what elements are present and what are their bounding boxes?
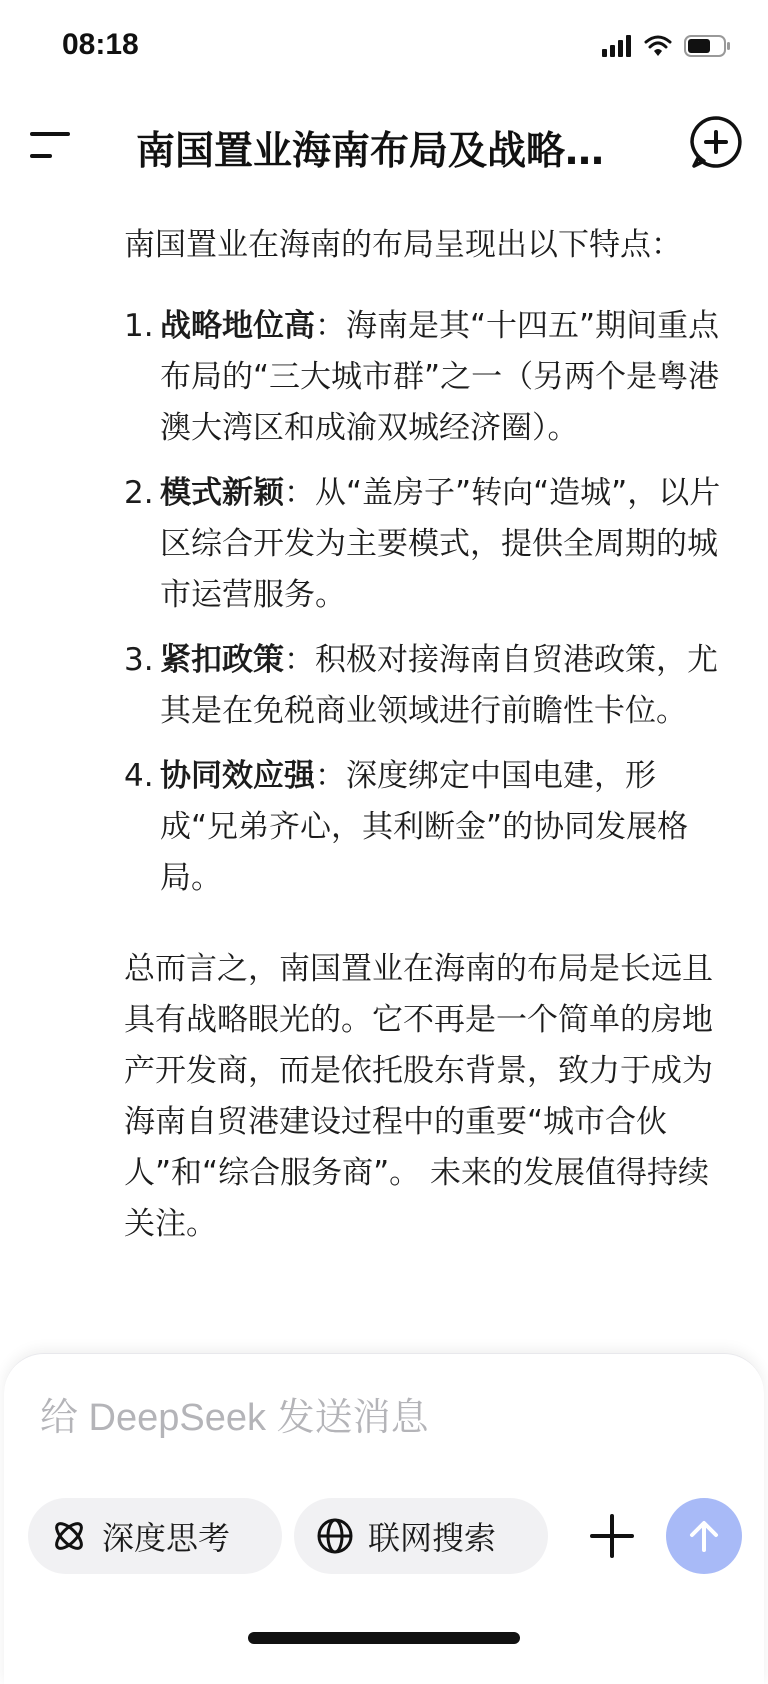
atom-icon [50,1517,88,1555]
list-number: 2. [124,475,154,511]
header [0,100,768,190]
status-icons [602,34,732,58]
globe-icon [316,1517,354,1555]
wifi-icon [644,35,672,57]
attach-button[interactable] [586,1510,638,1562]
signal-icon [602,35,632,57]
list-term: 战略地位高 [160,308,315,344]
feature-list [124,301,734,904]
menu-icon [26,122,76,168]
list-item [124,468,734,621]
list-item [124,635,734,737]
arrow-up-icon [684,1516,724,1556]
message-summary: 总而言之，南国置业在海南的布局是长远且具有战略眼光的。它不再是一个简单的房地产开发商，而是依托股东背景，致力于成为海南自贸港建设过程中的重要“城市合伙人”和“综合服务商”。 未来的发展值得持续关注。 [124,951,713,1242]
list-text: ：积极对接海南自贸港政策，尤其是在免税商业领域进行前瞻性卡位。 [160,642,718,729]
list-term: 紧扣政策 [160,642,284,678]
web-search-label: 联网搜索 [368,1519,497,1557]
assistant-message [124,220,734,1281]
new-chat-icon [688,114,744,170]
home-indicator [248,1632,520,1644]
plus-icon [586,1510,638,1562]
list-number: 3. [124,642,154,678]
status-bar [0,0,768,96]
message-input[interactable]: 给 DeepSeek 发送消息 [40,1397,429,1439]
web-search-button[interactable] [294,1498,548,1574]
list-text: ：海南是其“十四五”期间重点布局的“三大城市群”之一（另两个是粤港澳大湾区和成渝双城经济圈）。 [160,308,720,446]
list-term: 协同效应强 [160,758,315,794]
deep-think-label: 深度思考 [102,1519,231,1557]
list-term: 模式新颖 [160,475,284,511]
new-chat-button[interactable] [688,114,744,170]
message-intro: 南国置业在海南的布局呈现出以下特点： [124,227,682,263]
list-text: ：从“盖房子”转向“造城”，以片区综合开发为主要模式，提供全周期的城市运营服务。 [160,475,721,613]
list-number: 1. [124,308,154,344]
status-time: 08:18 [62,28,139,61]
list-text: ：深度绑定中国电建，形成“兄弟齐心，其利断金”的协同发展格局。 [160,758,689,896]
deep-think-button[interactable] [28,1498,282,1574]
menu-button[interactable] [26,122,76,168]
list-item [124,751,734,904]
list-item [124,301,734,454]
list-number: 4. [124,758,154,794]
send-button[interactable] [666,1498,742,1574]
battery-icon [684,34,732,58]
conversation-title[interactable]: 南国置业海南布局及战略… [136,129,605,174]
